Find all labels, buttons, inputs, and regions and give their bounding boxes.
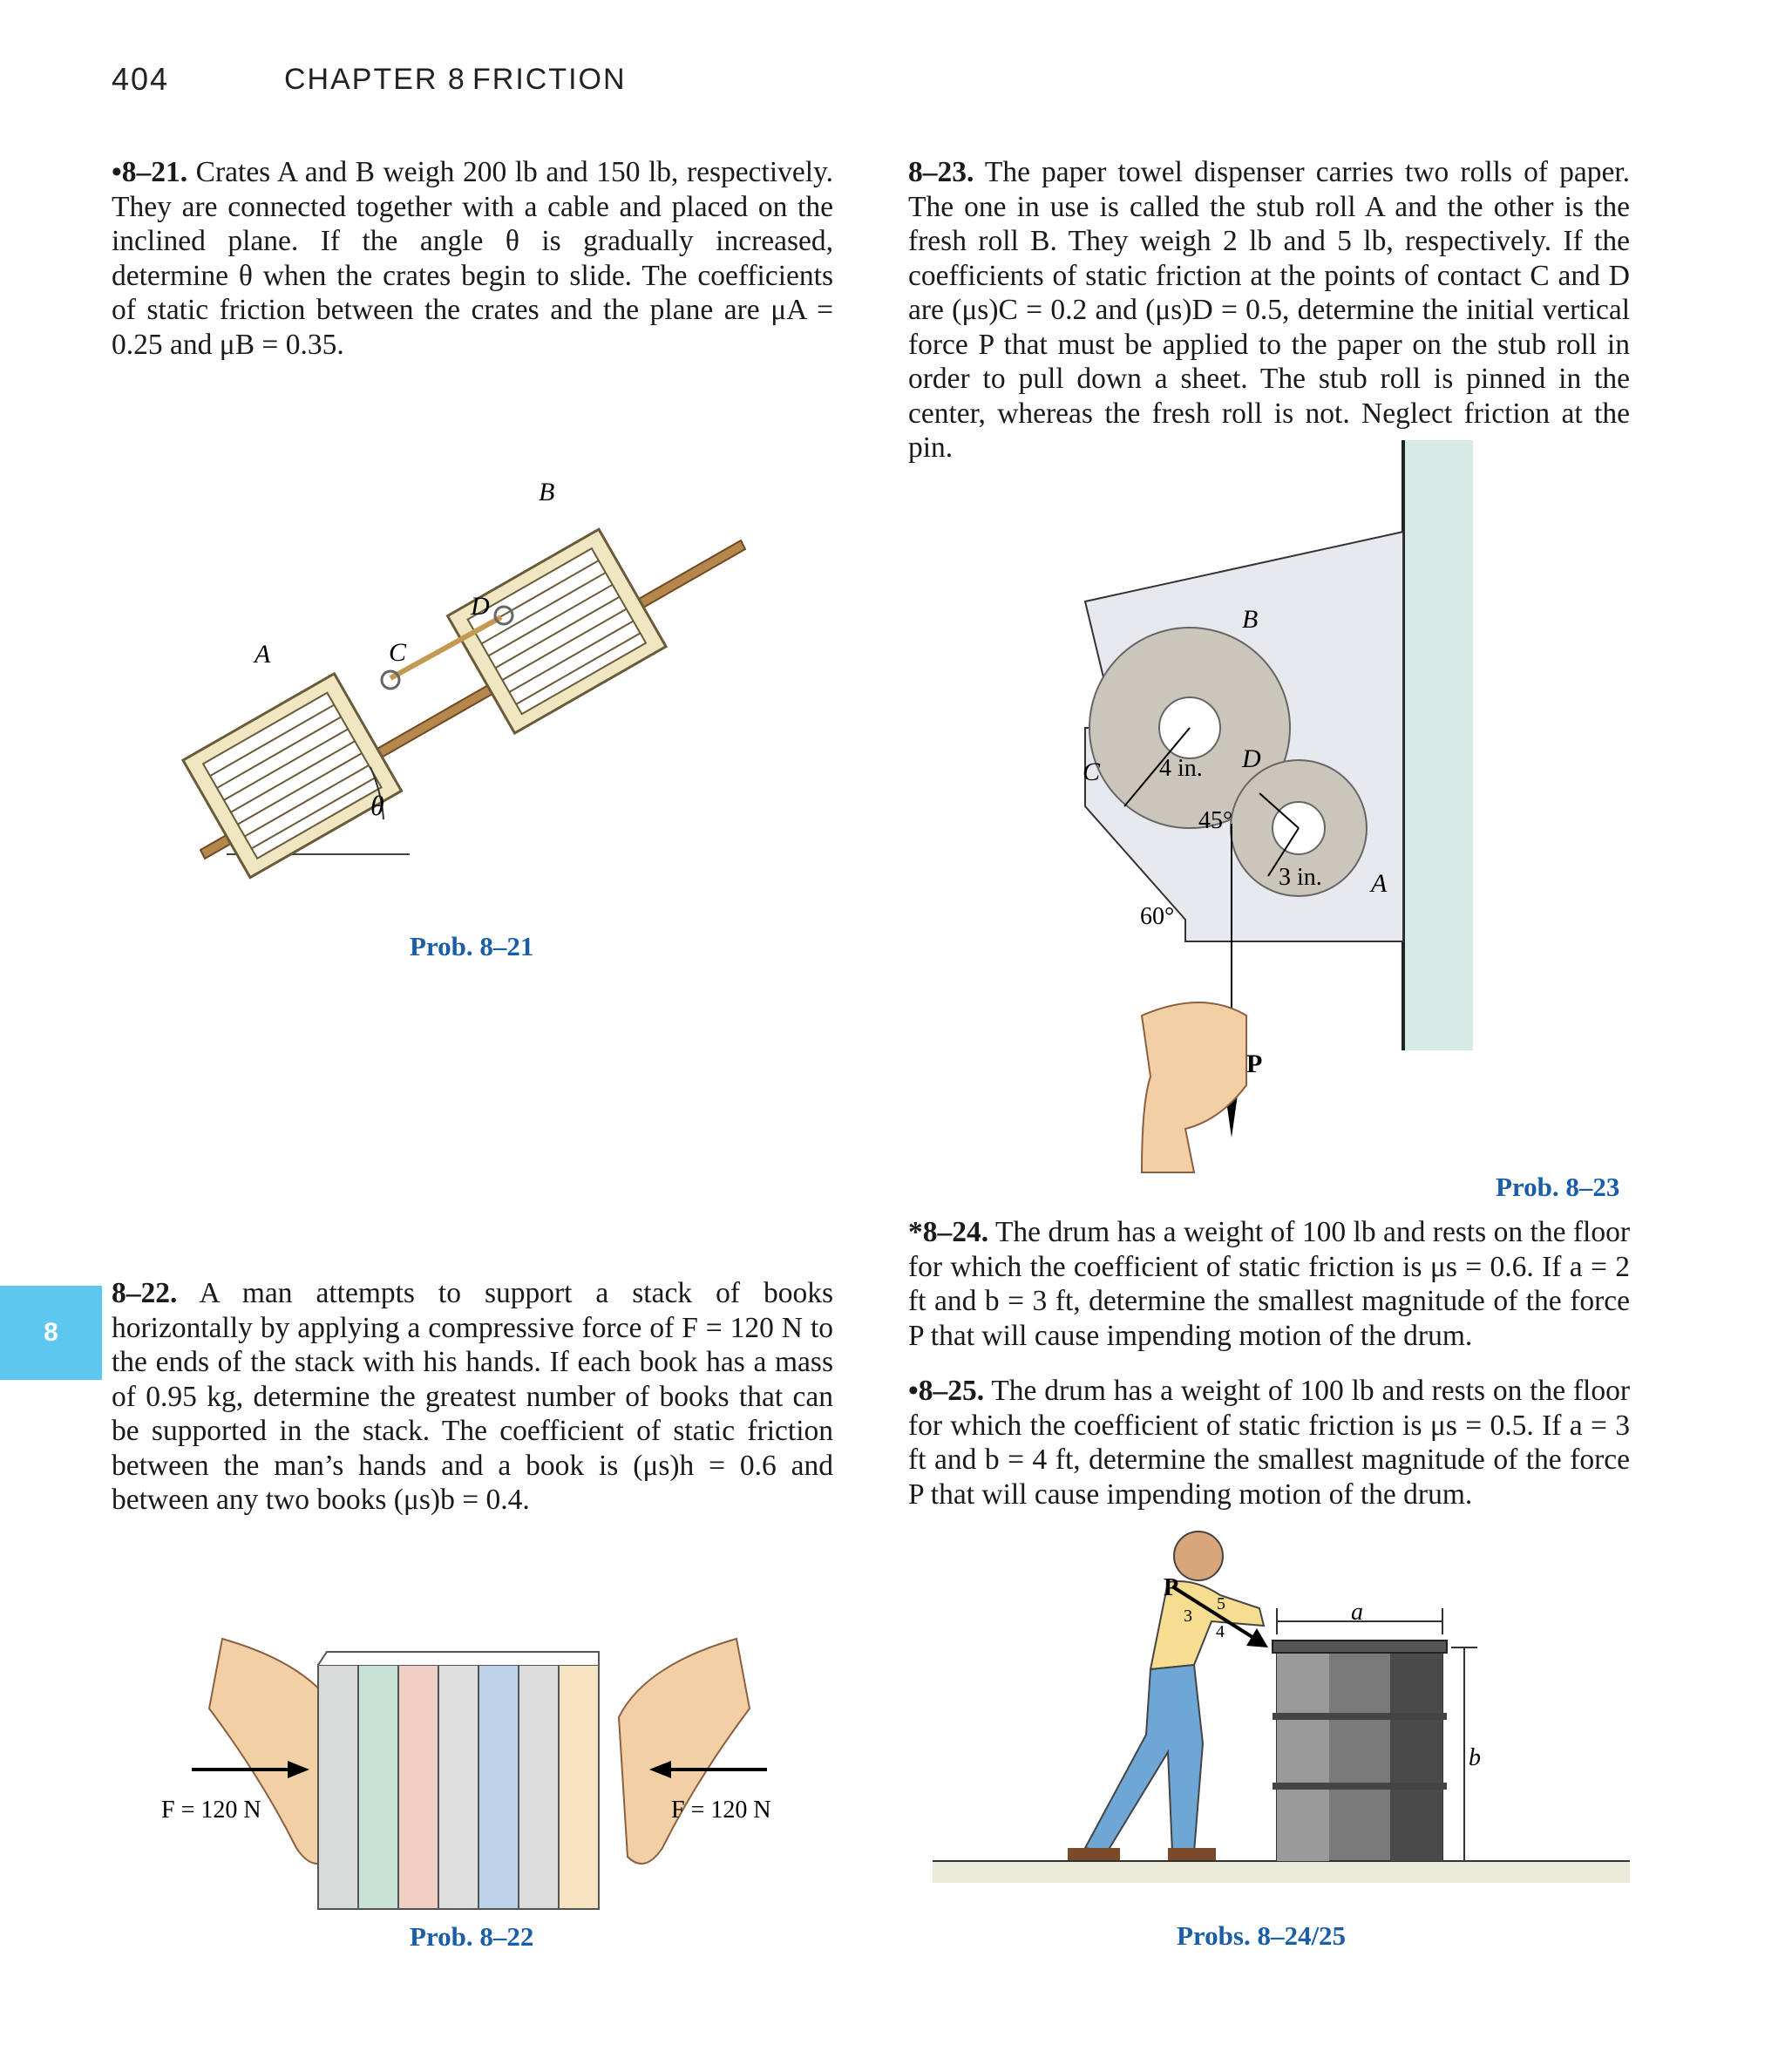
chapter-label: CHAPTER 8	[284, 63, 466, 96]
label-a: a	[1351, 1599, 1363, 1626]
caption-8-23: Prob. 8–23	[1496, 1172, 1620, 1202]
label-c: C	[389, 638, 407, 667]
problem-number: •8–21.	[112, 156, 188, 188]
caption-8-22: Prob. 8–22	[410, 1921, 534, 1952]
figure-8-21	[174, 471, 767, 872]
label-b: B	[1242, 605, 1259, 634]
figure-8-22	[157, 1630, 802, 1918]
problem-8-25	[908, 1374, 1630, 1512]
label-slope-4: 4	[1216, 1622, 1225, 1641]
label-f-left: F = 120 N	[161, 1797, 261, 1824]
hand-pulling-icon	[1142, 1002, 1246, 1172]
label-slope-3: 3	[1184, 1607, 1192, 1626]
drum-icon	[1273, 1641, 1447, 1861]
problem-8-23	[908, 155, 1630, 465]
label-slope-5: 5	[1217, 1594, 1225, 1613]
chapter-tab[interactable]: 8	[0, 1286, 102, 1380]
page-number: 404	[112, 61, 170, 97]
label-f-right: F = 120 N	[671, 1797, 771, 1824]
problem-number: 8–22.	[112, 1277, 178, 1309]
figure-8-24-25	[933, 1517, 1630, 1909]
problem-number: •8–25.	[908, 1375, 985, 1407]
label-a: A	[255, 640, 271, 669]
section-label: FRICTION	[472, 63, 627, 96]
book-stack-icon	[318, 1652, 599, 1909]
problem-8-22	[112, 1276, 833, 1518]
label-4in: 4 in.	[1159, 755, 1203, 782]
problem-text: The drum has a weight of 100 lb and rests on the floor for which the coefficient of static friction is μs = 0.5. If a = 3 ft and b = 4 ft, determine the smallest magnitude of the force P that will cause impending motion of the drum.	[908, 1375, 1630, 1511]
caption-8-21: Prob. 8–21	[410, 931, 534, 961]
label-c: C	[1083, 757, 1101, 786]
label-d: D	[471, 592, 490, 621]
caption-8-24-25: Probs. 8–24/25	[1177, 1920, 1347, 1951]
label-p: P	[1246, 1050, 1263, 1078]
label-a: A	[1371, 869, 1388, 898]
problem-number: 8–23.	[908, 156, 974, 188]
label-b: B	[539, 478, 555, 506]
problem-text: The drum has a weight of 100 lb and rests on the floor for which the coefficient of static friction is μs = 0.6. If a = 2 ft and b = 3 ft, determine the smallest magnitude of the force P that will cause impending motion of the drum.	[908, 1216, 1631, 1352]
label-60deg: 60°	[1140, 903, 1175, 930]
label-d: D	[1242, 744, 1261, 773]
label-theta: θ	[370, 790, 384, 821]
label-b: b	[1469, 1744, 1481, 1771]
problem-text: The paper towel dispenser carries two rolls of paper. The one in use is called the stub roll A and the other is the fresh roll B. They weigh 2 lb and 5 lb, respectively. If the coefficients of static friction at the points of contact C and D are (μs)C = 0.2 and (μs)D = 0.5, determine the initial vertical force P that must be applied to the paper on the stub roll in order to pull down a sheet. The stub roll is pinned in the center, whereas the fresh roll is not. Neglect friction at the pin.	[908, 156, 1630, 464]
right-hand-icon	[619, 1639, 750, 1864]
problem-8-21	[112, 155, 833, 362]
problem-text: Crates A and B weigh 200 lb and 150 lb, respectively. They are connected together with a cable and placed on the inclined plane. If the angle θ is gradually increased, determine θ when the crates begin to slide. The coefficients of static friction between the crates and the plane are μA = 0.25 and μB = 0.35.	[112, 156, 833, 361]
figure-8-23	[1072, 440, 1560, 1172]
problem-number: *8–24.	[908, 1216, 989, 1248]
problem-8-24	[908, 1215, 1630, 1353]
label-3in: 3 in.	[1279, 864, 1322, 891]
problem-text: A man attempts to support a stack of books horizontally by applying a compressive force of F = 120 N to the ends of the stack with his hands. If each book has a mass of 0.95 kg, determine the greatest number of books that can be supported in the stack. The coefficient of static friction between the man’s hands and a book is (μs)h = 0.6 and between any two books (μs)b = 0.4.	[112, 1277, 833, 1516]
label-p: P	[1164, 1574, 1179, 1601]
label-45deg: 45°	[1198, 807, 1233, 834]
